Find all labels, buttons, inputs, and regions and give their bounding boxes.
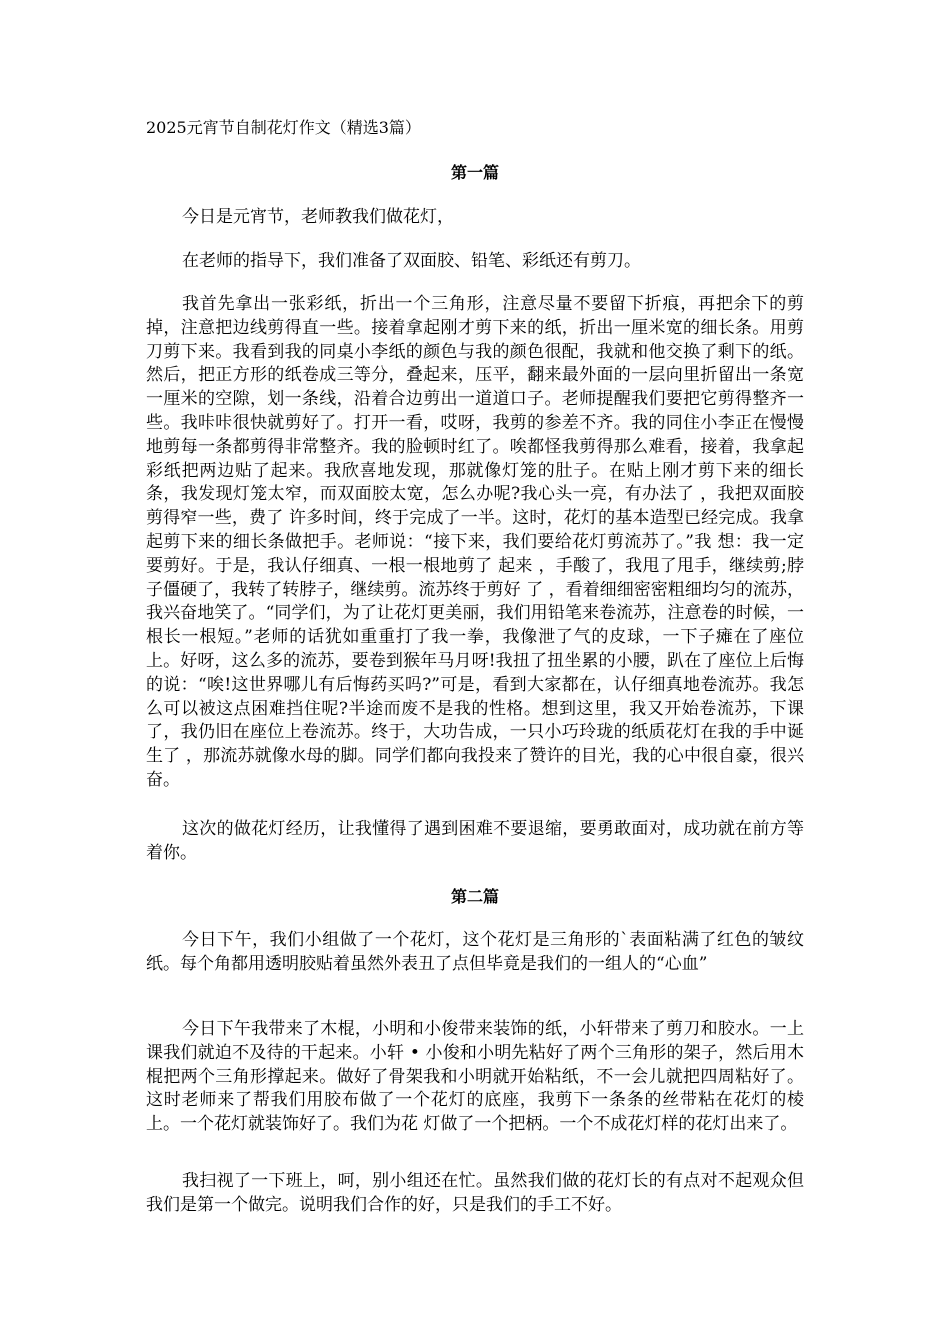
paragraph: 今日下午，我们小组做了一个花灯，这个花灯是三角形的`表面粘满了红色的皱纹纸。每个角都用透明胶贴着虽然外表丑了点但毕竟是我们的一组人的“心血” [146,930,804,974]
section-heading-1: 第一篇 [450,163,499,182]
document-title: 2025元宵节自制花灯作文（精选3篇） [146,118,421,137]
paragraph: 在老师的指导下，我们准备了双面胶、铅笔、彩纸还有剪刀。 [182,251,641,271]
section-heading-2: 第二篇 [450,887,499,906]
paragraph: 我扫视了一下班上，呵，别小组还在忙。虽然我们做的花灯长的有点对不起观众但我们是第一个做完。说明我们合作的好，只是我们的手工不好。 [146,1171,804,1215]
paragraph: 今日是元宵节，老师教我们做花灯， [182,207,454,227]
paragraph: 今日下午我带来了木棍，小明和小俊带来装饰的纸，小轩带来了剪刀和胶水。一上课我们就迫不及待的干起来。小轩 • 小俊和小明先粘好了两个三角形的架子，然后用木棍把两个三角形撑起来。做好了骨架我和小明就开始粘纸，不一会儿就把四周粘好了。这时老师来了帮我们用胶布做了一个花灯的底座，我剪下一条条的丝带粘在花灯的棱上。一个花灯就装饰好了。我们为花 灯做了一个把柄。一个不成花灯样的花灯出来了。 [146,1019,804,1135]
paragraph: 我首先拿出一张彩纸，折出一个三角形，注意尽量不要留下折痕，再把余下的剪掉，注意把边线剪得直一些。接着拿起刚才剪下来的纸，折出一厘米宽的细长条。用剪刀剪下来。我看到我的同桌小李纸的颜色与我的颜色很配，我就和他交换了剩下的纸。然后，把正方形的纸卷成三等分，叠起来，压平，翻来最外面的一层向里折留出一条宽一厘米的空隙，划一条线，沿着合边剪出一道道口子。老师提醒我们要把它剪得整齐一些。我咔咔很快就剪好了。打开一看，哎呀，我剪的参差不齐。我的同住小李正在慢慢地剪每一条都剪得非常整齐。我的脸顿时红了。唉都怪我剪得那么难看，接着，我拿起彩纸把两边贴了起来。我欣喜地发现，那就像灯笼的肚子。在贴上刚才剪下来的细长条，我发现灯笼太窄，而双面胶太宽，怎么办呢?我心头一亮，有办法了 ，我把双面胶剪得窄一些，费了 许多时间，终于完成了一半。这时，花灯的基本造型已经完成。我拿起剪下来的细长条做把手。老师说：“接下来，我们要给花灯剪流苏了。”我 想：我一定要剪好。于是，我认仔细真、一根一根地剪了 起来 ，手酸了，我甩了甩手，继续剪;脖子僵硬了，我转了转脖子，继续剪。流苏终于剪好 了 ，看着细细密密粗细均匀的流苏，我兴奋地笑了。“同学们，为了让花灯更美丽，我们用铅笔来卷流苏，注意卷的时候，一根长一根短。”老师的话犹如重重打了我一拳，我像泄了气的皮球，一下子瘫在了座位上。好呀，这么多的流苏，要卷到猴年马月呀!我扭了扭坐累的小腰，趴在了座位上后悔的说：“唉!这世界哪儿有后悔药买吗?”可是，看到大家都在，认仔细真地卷流苏。我怎么可以被这点困难挡住呢?半途而废不是我的性格。想到这里，我又开始卷流苏，下课了，我仍旧在座位上卷流苏。终于，大功告成，一只小巧玲珑的纸质花灯在我的手中诞生了 ，那流苏就像水母的脚。同学们都向我投来了赞许的目光，我的心中很自豪，很兴奋。 [146,294,804,790]
paragraph: 这次的做花灯经历，让我懂得了遇到困难不要退缩，要勇敢面对，成功就在前方等着你。 [146,819,804,863]
